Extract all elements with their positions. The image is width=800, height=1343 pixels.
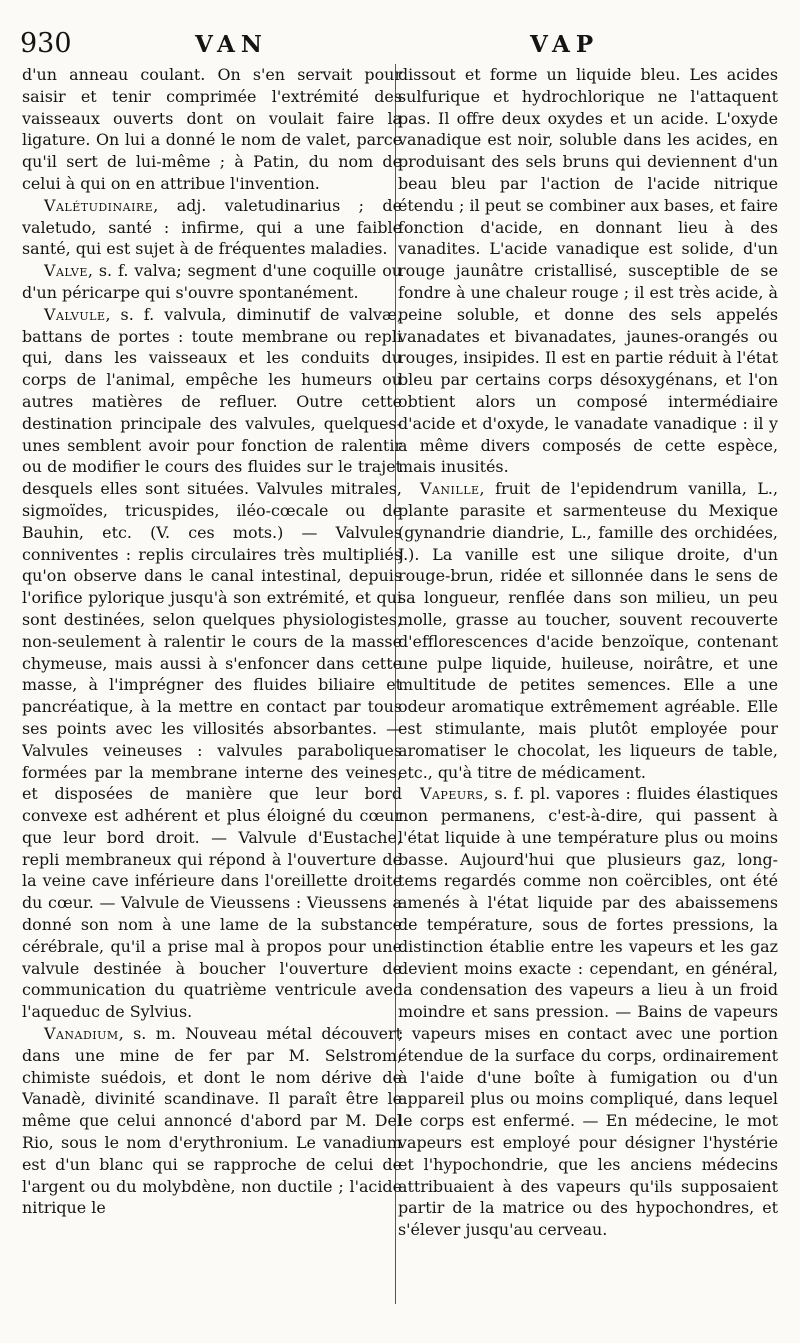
entry-text: , s. f. valvula, diminutif de valvæ, battans de portes : toute membrane ou repli qui, dans les vaisseaux et les conduits du corps de l'animal, empêche les humeurs ou autres matières de refluer. Outre cette destination principale des valvules, quelques-unes semblent avoir pour fonction de ralentir ou de modifier le cours des fluides sur le trajet desquels elles sont situées. Valvules mitrales, sigmoïdes, tricuspides, iléo-cœcale ou de Bauhin, etc. (V. ces mots.) — Valvules conniventes : replis circulaires très multipliés qu'on observe dans le canal intestinal, depuis l'orifice pylorique jusqu'à son extrémité, et qui sont destinées, selon quelques physiologistes, non-seulement à ralentir le cours de la masse chymeuse, mais aussi à s'enfoncer dans cette masse, à l'imprégner des fluides biliaire et pancréatique, à la mettre en contact par tous ses points avec les villosités absorbantes. — Valvules veineuses : valvules paraboliques formées par la membrane interne des veines, et disposées de manière que leur bord convexe est adhérent et plus éloigné du cœur que leur bord droit. — Valvule d'Eustache, repli membraneux qui répond à l'ouverture de la veine cave inférieure dans l'oreillette droite du cœur. — Valvule de Vieussens : Vieussens a donné son nom à une lame de la substance cérébrale, qu'il a prise mal à propos pour une valvule destinée à boucher l'ouverture de communication du quatrième ventricule avec l'aqueduc de Sylvius. [22,304,402,1022]
entry-text: , s. f. pl. vapores : fluides élastiques non permanens, c'est-à-dire, qui passent à l'état liquide à une température plus ou moins basse. Aujourd'hui que plusieurs gaz, long-tems regardés comme non coërcibles, ont été amenés à l'état liquide par des abaissemens de température, sous de fortes pressions, la distinction établie entre les vapeurs et les gaz devient moins exacte : cependant, en général, la condensation des vapeurs a lieu à un froid moindre et sans pression. — Bains de vapeurs ; vapeurs mises en contact avec une portion étendue de la surface du corps, ordinairement à l'aide d'une boîte à fumigation ou d'un appareil plus ou moins compliqué, dans lequel le corps est enfermé. — En médecine, le mot vapeurs est employé pour désigner l'hystérie et l'hypochondrie, que les anciens médecins attribuaient à des vapeurs qu'ils supposaient partir de la matrice ou des hypochondres, et s'élever jusqu'au cerveau. [398,784,778,1240]
left-running-head: VAN [195,31,268,58]
headword: Valétudinaire [44,195,154,215]
right-column [398,64,778,1326]
running-header [0,28,800,64]
continued-entry-vanadium [398,64,778,478]
continued-entry-valet [22,64,402,195]
headword: Valvule [44,304,106,324]
entry-vanadium [22,1023,402,1219]
entry-valve [22,260,402,304]
headword: Vanille [420,479,480,499]
entry-text: dissout et forme un liquide bleu. Les acides sulfurique et hydrochlorique ne l'attaquent pas. Il offre deux oxydes et un acide. L'oxyde vanadique est noir, soluble dans les acides, en produisant des sels bruns qui deviennent d'un beau bleu par l'action de l'acide nitrique étendu ; il peut se combiner aux bases, et faire fonction d'acide, en donnant lieu à des vanadites. L'acide vanadique est solide, d'un rouge jaunâtre cristallisé, susceptible de se fondre à une chaleur rouge ; il est très acide, à peine soluble, et donne des sels appelés vanadates et bivanadates, jaunes-orangés ou rouges, insipides. Il est en partie réduit à l'état bleu par certains corps désoxygénans, et l'on obtient alors un composé intermédiaire d'acide et d'oxyde, le vanadate vanadique : il y a même divers composés de cette espèce, mais inusités. [398,65,778,477]
entry-valvule [22,304,402,1023]
page-number: 930 [20,28,72,59]
headword: Valve [44,261,88,281]
entry-text: , adj. valetudinarius ; de valetudo, santé : infirme, qui a une faible santé, qui est sujet à de fréquentes maladies. [22,195,402,259]
entry-text: , fruit de l'epidendrum vanilla, L., plante parasite et sarmenteuse du Mexique (gynandrie diandrie, L., famille des orchidées, J.). La vanille est une silique droite, d'un rouge-brun, ridée et sillonnée dans le sens de sa longueur, renflée dans son milieu, un peu molle, grasse au toucher, souvent recouverte d'efflorescences d'acide benzoïque, contenant une pulpe liquide, huileuse, noirâtre, et une multitude de petites semences. Elle a une odeur aromatique extrêmement agréable. Elle est stimulante, mais plutôt employée pour aromatiser le chocolat, les liqueurs de table, etc., qu'à titre de médicament. [398,479,778,782]
left-column [22,64,402,1326]
headword: Vanadium [44,1024,119,1044]
entry-text: , s. m. Nouveau métal découvert dans une mine de fer par M. Selstrom, chimiste suédois, et dont le nom dérive de Vanadè, divinité scandinave. Il paraît être le même que celui annoncé d'abord par M. Del Rio, sous le nom d'erythronium. Le vanadium est d'un blanc qui se rapproche de celui de l'argent ou du molybdène, non ductile ; l'acide nitrique le [22,1024,402,1218]
entry-vanille [398,478,778,783]
entry-text: d'un anneau coulant. On s'en servait pour saisir et tenir comprimée l'extrémité des vaisseaux ouverts dont on voulait faire la ligature. On lui a donné le nom de valet, parce qu'il sert de lui-même ; à Patin, du nom de celui à qui on en attribue l'invention. [22,65,402,193]
entry-text: , s. f. valva; segment d'une coquille ou d'un péricarpe qui s'ouvre spontanément. [22,261,402,302]
headword: Vapeurs [420,784,484,804]
right-running-head: VAP [530,31,600,58]
entry-vapeurs [398,783,778,1241]
entry-valetudinaire [22,195,402,260]
